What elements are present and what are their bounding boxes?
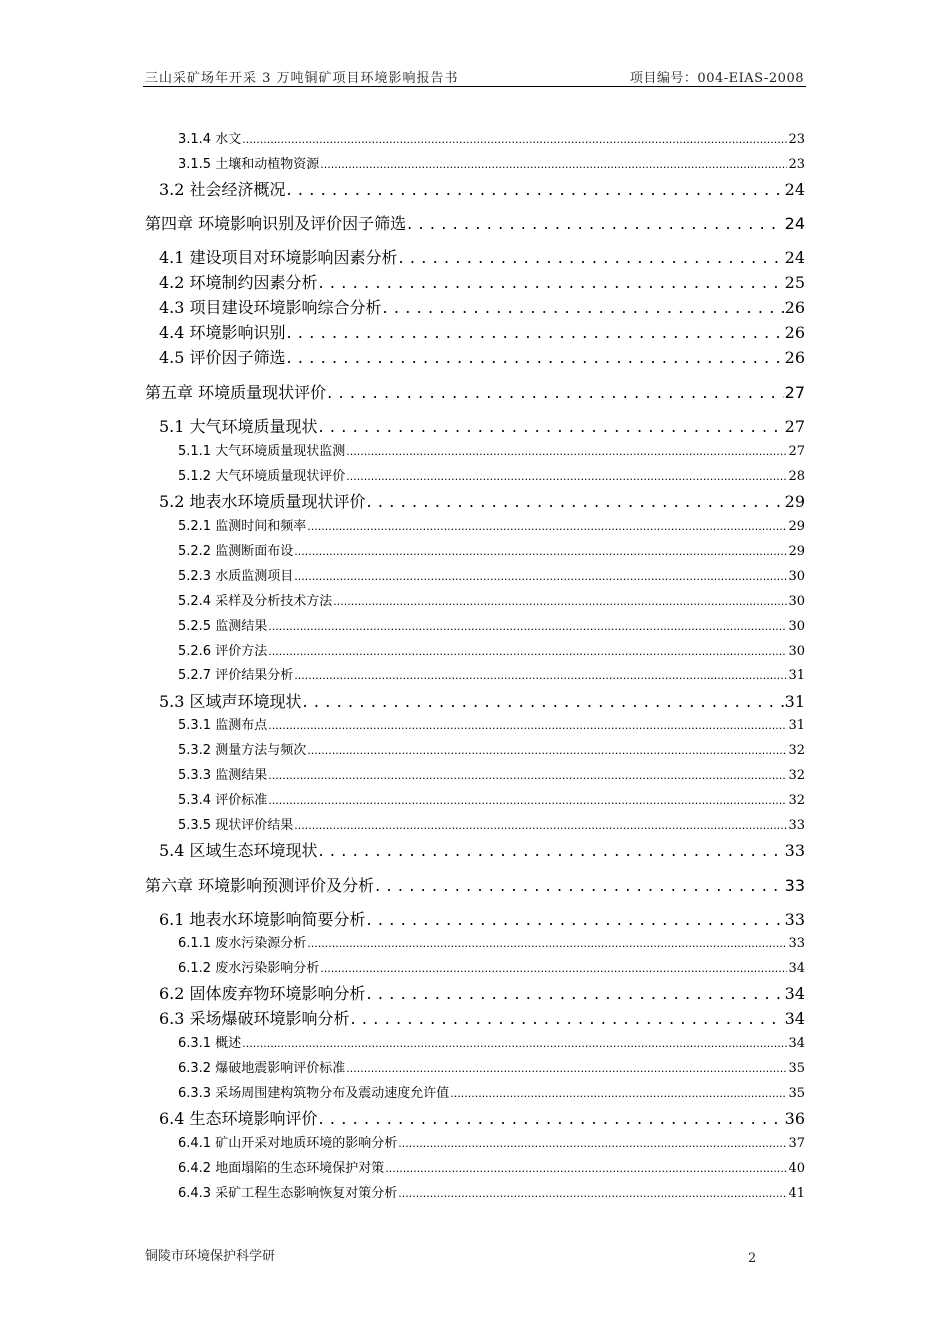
toc-dot-leader [398, 1186, 787, 1201]
toc-dot-leader [294, 544, 787, 559]
toc-entry-title: 3.1.4 水文 [178, 132, 242, 147]
toc-dot-leader [319, 417, 784, 436]
toc-entry-title: 6.3.3 采场周围建构筑物分布及震动速度允许值 [178, 1086, 450, 1101]
toc-entry[interactable] [159, 177, 805, 200]
toc-entry-page: 33 [788, 818, 805, 833]
toc-dot-leader [242, 132, 787, 147]
toc-entry-page: 26 [784, 323, 805, 342]
toc-entry[interactable] [178, 590, 805, 609]
toc-entry[interactable] [159, 1006, 805, 1029]
toc-entry-page: 27 [788, 444, 805, 459]
toc-entry-title: 5.4 区域生态环境现状 [159, 841, 318, 860]
toc-entry-title: 3.1.5 土壤和动植物资源 [178, 157, 320, 172]
toc-entry[interactable] [159, 295, 805, 318]
toc-entry-title: 4.1 建设项目对环境影响因素分析 [159, 248, 398, 267]
toc-dot-leader [268, 619, 787, 634]
toc-entry-page: 29 [788, 544, 805, 559]
toc-entry-page: 23 [788, 157, 805, 172]
toc-entry[interactable] [178, 515, 805, 534]
toc-entry-title: 5.2.5 监测结果 [178, 619, 268, 634]
toc-entry-page: 23 [788, 132, 805, 147]
toc-entry-page: 35 [788, 1086, 805, 1101]
toc-entry[interactable] [178, 1182, 805, 1201]
toc-dot-leader [398, 1136, 787, 1151]
toc-dot-leader [346, 1061, 787, 1076]
toc-entry[interactable] [145, 380, 805, 403]
toc-dot-leader [319, 841, 784, 860]
toc-entry-title: 6.3.1 概述 [178, 1036, 242, 1051]
toc-entry-title: 6.2 固体废弃物环境影响分析 [159, 984, 366, 1003]
toc-entry-page: 24 [784, 180, 805, 199]
toc-entry-title: 6.3 采场爆破环境影响分析 [159, 1009, 350, 1028]
toc-entry[interactable] [178, 615, 805, 634]
toc-entry-page: 28 [788, 469, 805, 484]
toc-entry-title: 5.3.1 监测布点 [178, 718, 268, 733]
toc-entry-title: 第五章 环境质量现状评价 [145, 383, 327, 402]
toc-entry-title: 5.2 地表水环境质量现状评价 [159, 492, 366, 511]
toc-dot-leader [367, 984, 784, 1003]
toc-entry-title: 第六章 环境影响预测评价及分析 [145, 876, 375, 895]
toc-entry-page: 31 [784, 692, 805, 711]
toc-entry-title: 5.1 大气环境质量现状 [159, 417, 318, 436]
toc-entry[interactable] [159, 981, 805, 1004]
toc-entry-title: 5.3.3 监测结果 [178, 768, 268, 783]
toc-entry[interactable] [159, 245, 805, 268]
toc-entry[interactable] [145, 873, 805, 896]
toc-entry-title: 6.1.1 废水污染源分析 [178, 936, 307, 951]
footer-page-number: 2 [748, 1251, 757, 1266]
toc-entry[interactable] [178, 128, 805, 147]
toc-entry[interactable] [159, 270, 805, 293]
toc-entry-page: 36 [784, 1109, 805, 1128]
toc-entry[interactable] [159, 414, 805, 437]
toc-dot-leader [287, 180, 784, 199]
toc-entry-title: 4.5 评价因子筛选 [159, 348, 286, 367]
toc-entry-page: 41 [788, 1186, 805, 1201]
toc-entry-title: 6.4.1 矿山开采对地质环境的影响分析 [178, 1136, 398, 1151]
toc-entry-page: 33 [784, 841, 805, 860]
toc-entry-page: 27 [784, 383, 805, 402]
toc-entry-page: 29 [788, 519, 805, 534]
toc-dot-leader [367, 492, 784, 511]
toc-dot-leader [307, 743, 787, 758]
toc-entry-page: 24 [784, 248, 805, 267]
toc-entry-page: 26 [784, 298, 805, 317]
toc-entry-title: 5.3.2 测量方法与频次 [178, 743, 307, 758]
toc-entry-title: 5.2.4 采样及分析技术方法 [178, 594, 333, 609]
toc-entry-page: 30 [788, 594, 805, 609]
toc-entry[interactable] [178, 1157, 805, 1176]
toc-dot-leader [307, 936, 787, 951]
toc-entry-title: 6.4 生态环境影响评价 [159, 1109, 318, 1128]
toc-entry-page: 24 [784, 214, 805, 233]
toc-entry-title: 6.1.2 废水污染影响分析 [178, 961, 320, 976]
footer-organization: 铜陵市环境保护科学研 [145, 1249, 276, 1264]
toc-dot-leader [327, 383, 784, 402]
toc-entry[interactable] [159, 689, 805, 712]
toc-entry-page: 27 [784, 417, 805, 436]
toc-dot-leader [294, 569, 787, 584]
toc-entry[interactable] [159, 838, 805, 861]
toc-entry[interactable] [178, 1132, 805, 1151]
toc-entry-title: 4.4 环境影响识别 [159, 323, 286, 342]
toc-dot-leader [303, 692, 784, 711]
toc-entry-page: 30 [788, 644, 805, 659]
toc-entry[interactable] [178, 640, 805, 659]
toc-entry[interactable] [178, 957, 805, 976]
toc-dot-leader [307, 519, 787, 534]
toc-dot-leader [367, 910, 784, 929]
toc-dot-leader [319, 1109, 784, 1128]
toc-entry[interactable] [178, 1032, 805, 1051]
toc-entry-title: 5.2.6 评价方法 [178, 644, 268, 659]
toc-entry-page: 34 [788, 961, 805, 976]
toc-dot-leader [407, 214, 784, 233]
toc-dot-leader [346, 469, 787, 484]
toc-entry-title: 6.4.2 地面塌陷的生态环境保护对策 [178, 1161, 385, 1176]
toc-entry-page: 31 [788, 668, 805, 683]
project-number: 项目编号：004-EIAS-2008 [629, 71, 804, 86]
toc-entry[interactable] [178, 764, 805, 783]
toc-entry[interactable] [178, 440, 805, 459]
toc-entry-page: 32 [788, 768, 805, 783]
toc-dot-leader [399, 248, 784, 267]
toc-entry-title: 3.2 社会经济概况 [159, 180, 286, 199]
toc-dot-leader [319, 273, 784, 292]
toc-entry-title: 6.3.2 爆破地震影响评价标准 [178, 1061, 346, 1076]
toc-entry[interactable] [178, 153, 805, 172]
toc-entry-title: 5.3.5 现状评价结果 [178, 818, 294, 833]
toc-dot-leader [287, 323, 784, 342]
toc-dot-leader [268, 768, 787, 783]
toc-entry[interactable] [178, 664, 805, 683]
toc-entry-page: 34 [784, 984, 805, 1003]
toc-entry[interactable] [159, 320, 805, 343]
toc-entry[interactable] [178, 714, 805, 733]
toc-entry[interactable] [159, 1106, 805, 1129]
toc-entry-page: 29 [784, 492, 805, 511]
toc-entry-page: 33 [784, 876, 805, 895]
toc-entry-title: 5.2.7 评价结果分析 [178, 668, 294, 683]
toc-entry-page: 33 [784, 910, 805, 929]
toc-entry-page: 32 [788, 793, 805, 808]
toc-entry-title: 4.2 环境制约因素分析 [159, 273, 318, 292]
toc-dot-leader [287, 348, 784, 367]
toc-dot-leader [320, 961, 787, 976]
toc-entry[interactable] [178, 565, 805, 584]
toc-dot-leader [450, 1086, 787, 1101]
toc-dot-leader [375, 876, 784, 895]
toc-entry-title: 5.1.1 大气环境质量现状监测 [178, 444, 346, 459]
toc-entry-title: 6.4.3 采矿工程生态影响恢复对策分析 [178, 1186, 398, 1201]
toc-entry-title: 6.1 地表水环境影响简要分析 [159, 910, 366, 929]
toc-entry[interactable] [159, 489, 805, 512]
toc-entry-page: 37 [788, 1136, 805, 1151]
toc-entry-page: 34 [788, 1036, 805, 1051]
toc-dot-leader [268, 793, 787, 808]
report-title: 三山采矿场年开采 3 万吨铜矿项目环境影响报告书 [145, 71, 459, 86]
toc-dot-leader [268, 718, 787, 733]
toc-entry[interactable] [178, 814, 805, 833]
toc-dot-leader [383, 298, 784, 317]
toc-dot-leader [346, 444, 787, 459]
toc-entry-title: 5.3 区域声环境现状 [159, 692, 302, 711]
toc-entry[interactable] [159, 345, 805, 368]
toc-entry[interactable] [178, 1082, 805, 1101]
toc-dot-leader [268, 644, 787, 659]
toc-entry-title: 5.2.2 监测断面布设 [178, 544, 294, 559]
toc-entry[interactable] [178, 739, 805, 758]
toc-dot-leader [294, 818, 787, 833]
toc-entry-page: 33 [788, 936, 805, 951]
toc-entry-title: 5.2.1 监测时间和频率 [178, 519, 307, 534]
toc-dot-leader [320, 157, 787, 172]
toc-entry-page: 26 [784, 348, 805, 367]
toc-entry[interactable] [178, 1057, 805, 1076]
toc-entry-page: 32 [788, 743, 805, 758]
toc-dot-leader [385, 1161, 787, 1176]
toc-entry[interactable] [159, 907, 805, 930]
toc-entry[interactable] [178, 932, 805, 951]
toc-entry-title: 5.2.3 水质监测项目 [178, 569, 294, 584]
toc-entry[interactable] [178, 789, 805, 808]
toc-entry-page: 40 [788, 1161, 805, 1176]
toc-dot-leader [242, 1036, 787, 1051]
toc-entry-page: 30 [788, 619, 805, 634]
toc-dot-leader [333, 594, 787, 609]
toc-dot-leader [351, 1009, 784, 1028]
toc-entry-title: 5.1.2 大气环境质量现状评价 [178, 469, 346, 484]
toc-entry-title: 4.3 项目建设环境影响综合分析 [159, 298, 382, 317]
toc-entry-page: 30 [788, 569, 805, 584]
toc-entry[interactable] [178, 540, 805, 559]
toc-entry-page: 31 [788, 718, 805, 733]
toc-entry-title: 5.3.4 评价标准 [178, 793, 268, 808]
toc-entry-page: 34 [784, 1009, 805, 1028]
toc-entry[interactable] [145, 211, 805, 234]
toc-entry-page: 35 [788, 1061, 805, 1076]
toc-entry[interactable] [178, 465, 805, 484]
toc-dot-leader [294, 668, 787, 683]
toc-entry-page: 25 [784, 273, 805, 292]
toc-entry-title: 第四章 环境影响识别及评价因子筛选 [145, 214, 407, 233]
